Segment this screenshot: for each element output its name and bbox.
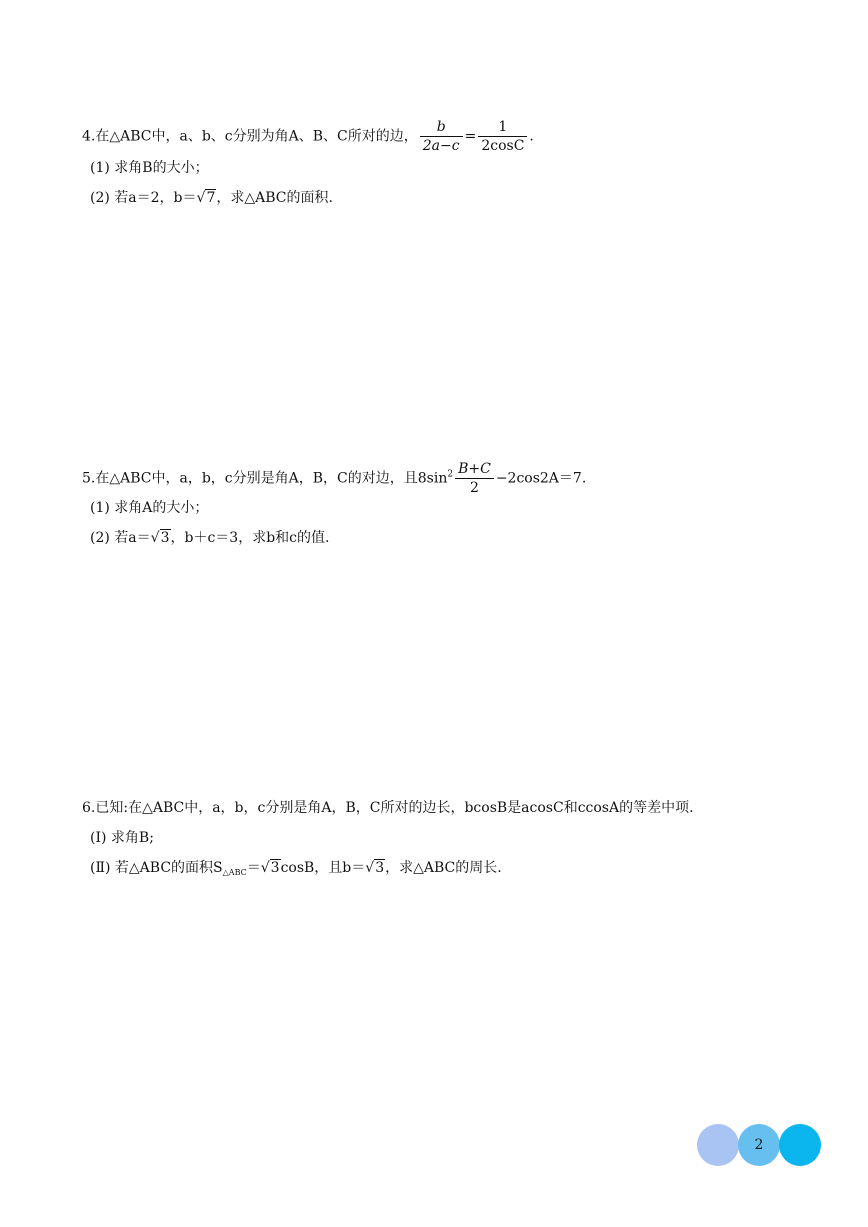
problem-text: 在△ABC中，a、b、c分别为角A、B、C所对的边， [95, 128, 418, 145]
sub-question: (Ⅰ) 求角B; [90, 830, 154, 846]
problem-number: 4. [82, 128, 96, 145]
problem-4-stem: 4.在△ABC中，a、b、c分别为角A、B、C所对的边， $\frac{b}{2a-c}$ = $\frac{1}{2\cos C}$ . [82, 119, 534, 154]
sub-question: (1) 求角B的大小； [90, 160, 209, 176]
problem-text: 已知:在△ABC中，a，b，c分别是角A，B，C所对的边长，bcosB是acosC和ccosA的等差中项. [95, 800, 694, 816]
sub-question: (2) 若a＝√3，b＋c＝3，求b和c的值. [90, 530, 330, 546]
fraction: $\frac{B+C}{2}$ [455, 460, 494, 497]
sub-question: (2) 若a＝2，b＝√7，求△ABC的面积. [90, 190, 333, 206]
page-number: 2 [754, 1137, 764, 1153]
sub-question: (Ⅱ) 若△ABC的面积$S_{\triangle ABC}=√3\cos B$，且b＝√3，求△ABC的周长. [90, 860, 502, 877]
sqrt: √3 [260, 860, 280, 876]
problem-6-stem [82, 798, 694, 818]
page-number-badge [697, 1124, 822, 1166]
decor-circle-right [779, 1124, 821, 1166]
fraction: $\frac{b}{2a-c}$ [420, 118, 463, 155]
sqrt: √3 [365, 860, 385, 876]
problem-text: 在△ABC中，a，b，c分别是角A，B，C的对边，且8sin [95, 470, 448, 487]
problem-number: 5. [82, 470, 96, 487]
sqrt: √7 [196, 190, 216, 206]
fraction: $\frac{1}{2\cos C}$ [478, 118, 527, 155]
decor-circle-left [697, 1124, 739, 1166]
problem-number: 6. [82, 800, 96, 816]
sub-question: (1) 求角A的大小； [90, 500, 209, 516]
sqrt: √3 [150, 530, 170, 546]
problem-5-stem: 5.在△ABC中，a，b，c分别是角A，B，C的对边，且$8\sin^2$ $\frac{B+C}{2}$ −2cos2A＝7. [82, 461, 587, 496]
